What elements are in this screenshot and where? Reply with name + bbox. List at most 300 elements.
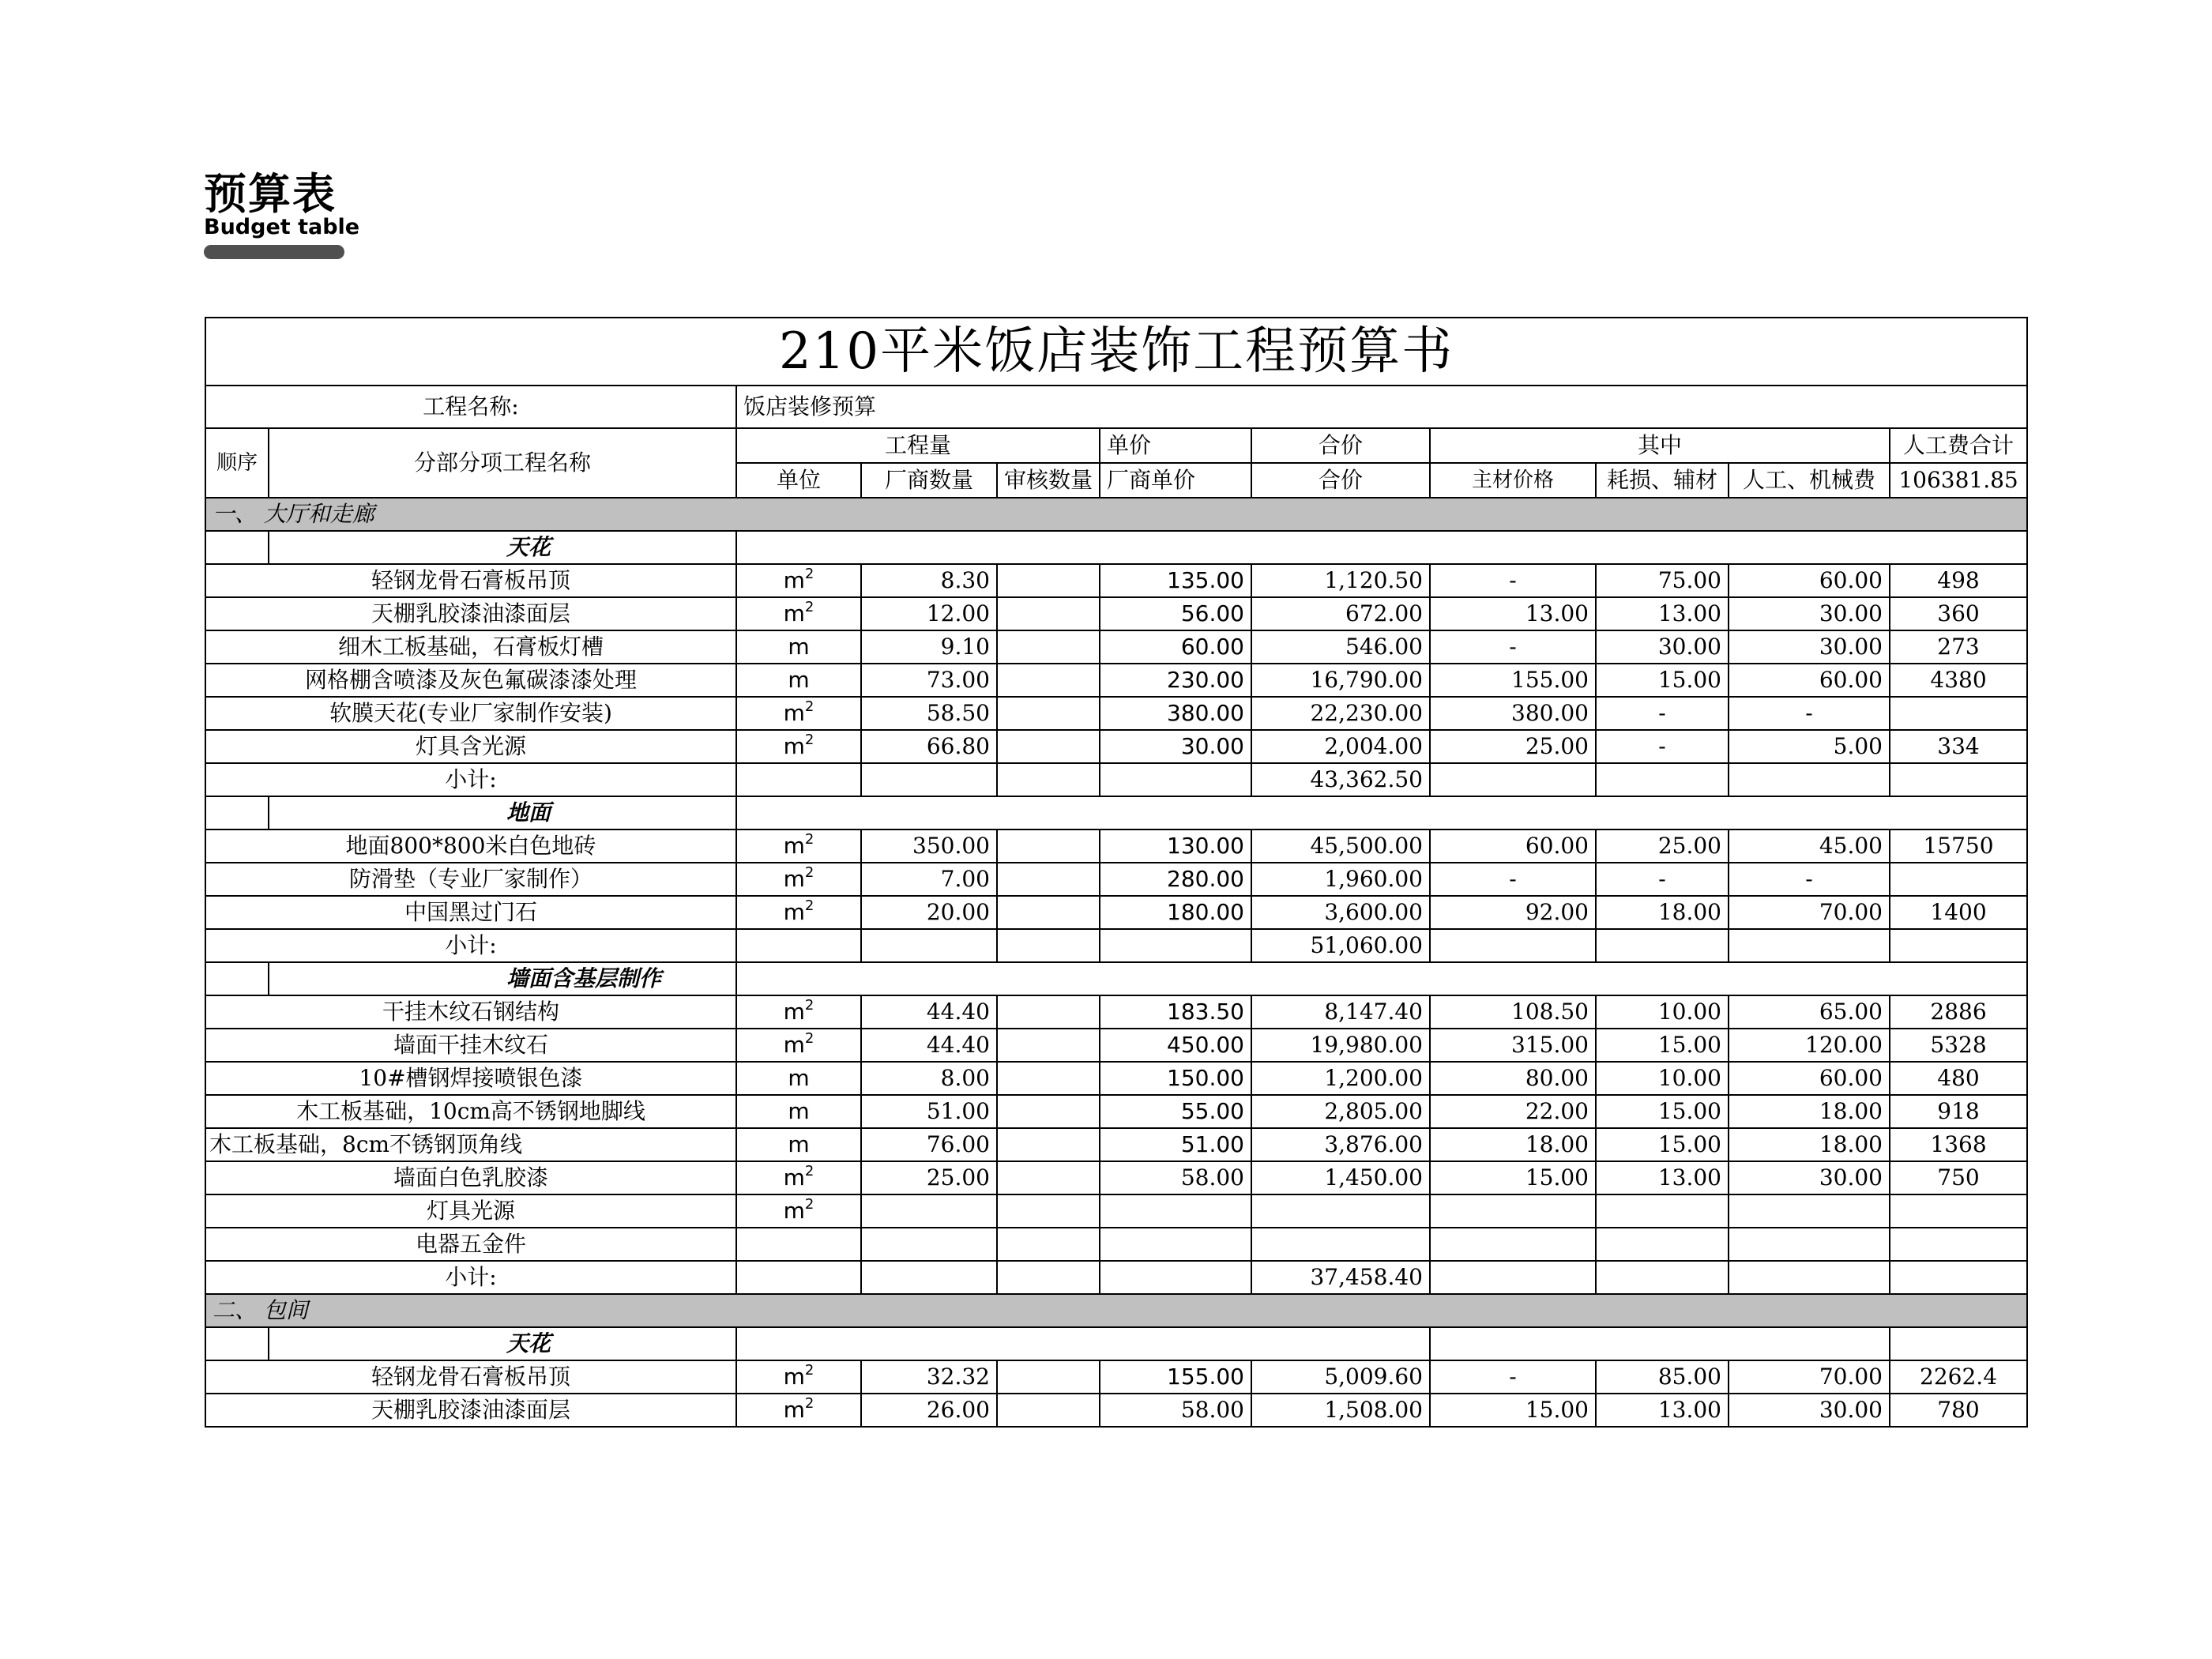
category-label: 天花 (269, 1327, 736, 1360)
item-loss-aux: 13.00 (1596, 1394, 1729, 1427)
header-breakdown-group: 其中 (1430, 428, 1890, 463)
project-row (205, 386, 2027, 428)
item-unit (736, 1228, 861, 1261)
subtotal-empty (1729, 763, 1890, 796)
item-main-material: - (1430, 630, 1596, 664)
item-audit-qty (997, 830, 1100, 863)
table-row (205, 664, 2027, 697)
item-vendor-qty: 7.00 (861, 863, 997, 896)
category-empty-cell (1890, 1327, 2027, 1360)
unit-superscript: 2 (804, 864, 814, 881)
subtotal-empty (1890, 929, 2027, 962)
item-labor-machine: 70.00 (1729, 896, 1890, 929)
item-vendor-price: 30.00 (1100, 730, 1251, 763)
item-loss-aux (1596, 1228, 1729, 1261)
item-unit (736, 1095, 861, 1128)
table-row (205, 896, 2027, 929)
item-unit (736, 830, 861, 863)
item-loss-aux: 85.00 (1596, 1360, 1729, 1394)
header-labor-machine: 人工、机械费 (1729, 463, 1890, 498)
item-total: 1,508.00 (1251, 1394, 1430, 1427)
unit-text: m (783, 899, 805, 925)
item-total: 3,600.00 (1251, 896, 1430, 929)
unit-superscript: 2 (804, 1395, 814, 1412)
item-name: 细木工板基础，石膏板灯槽 (205, 630, 736, 664)
unit-text: m (783, 833, 805, 859)
subtotal-empty (861, 929, 997, 962)
subtotal-empty (1596, 763, 1729, 796)
subtotal-empty (1890, 1261, 2027, 1294)
item-labor-machine: 120.00 (1729, 1029, 1890, 1062)
table-row (205, 1360, 2027, 1394)
item-labor-machine: 18.00 (1729, 1128, 1890, 1161)
item-total: 3,876.00 (1251, 1128, 1430, 1161)
item-vendor-qty: 8.00 (861, 1062, 997, 1095)
item-unit (736, 896, 861, 929)
item-name: 木工板基础，8cm不锈钢顶角线 (205, 1128, 736, 1161)
subtotal-label: 小计: (205, 1261, 736, 1294)
item-unit (736, 697, 861, 730)
item-labor-total: 1368 (1890, 1128, 2027, 1161)
item-unit (736, 564, 861, 597)
subtotal-label: 小计: (205, 763, 736, 796)
item-labor-machine: - (1729, 697, 1890, 730)
category-seq-cell (205, 1327, 269, 1360)
subtotal-row (205, 763, 2027, 796)
item-name: 轻钢龙骨石膏板吊顶 (205, 564, 736, 597)
subtotal-empty (736, 1261, 861, 1294)
table-row (205, 830, 2027, 863)
item-loss-aux: 75.00 (1596, 564, 1729, 597)
item-name: 10#槽钢焊接喷银色漆 (205, 1062, 736, 1095)
item-unit (736, 1128, 861, 1161)
item-audit-qty (997, 630, 1100, 664)
item-labor-total: 4380 (1890, 664, 2027, 697)
item-main-material: 80.00 (1430, 1062, 1596, 1095)
subtotal-empty (1596, 1261, 1729, 1294)
table-row (205, 1128, 2027, 1161)
unit-text: m (783, 733, 805, 759)
subtotal-label: 小计: (205, 929, 736, 962)
unit-superscript: 2 (804, 1030, 814, 1047)
item-audit-qty (997, 1062, 1100, 1095)
item-audit-qty (997, 1128, 1100, 1161)
unit-superscript: 2 (804, 1163, 814, 1179)
logo-title-en: Budget table (204, 215, 360, 239)
item-total: 22,230.00 (1251, 697, 1430, 730)
item-total: 672.00 (1251, 597, 1430, 630)
subtotal-value: 51,060.00 (1251, 929, 1430, 962)
item-audit-qty (997, 1394, 1100, 1427)
item-loss-aux: - (1596, 697, 1729, 730)
item-main-material: 315.00 (1430, 1029, 1596, 1062)
unit-text: m (783, 1164, 805, 1191)
item-vendor-price: 450.00 (1100, 1029, 1251, 1062)
table-row (205, 1228, 2027, 1261)
item-labor-machine: 30.00 (1729, 597, 1890, 630)
unit-superscript: 2 (804, 599, 814, 615)
item-main-material: 60.00 (1430, 830, 1596, 863)
item-vendor-price: 380.00 (1100, 697, 1251, 730)
header-unit: 单位 (736, 463, 861, 498)
item-vendor-price: 60.00 (1100, 630, 1251, 664)
item-vendor-price: 155.00 (1100, 1360, 1251, 1394)
category-seq-cell (205, 796, 269, 830)
item-name: 软膜天花(专业厂家制作安装) (205, 697, 736, 730)
header-loss-aux: 耗损、辅材 (1596, 463, 1729, 498)
item-vendor-qty: 20.00 (861, 896, 997, 929)
category-empty-cell (1430, 1327, 1890, 1360)
item-loss-aux: 25.00 (1596, 830, 1729, 863)
item-vendor-price: 230.00 (1100, 664, 1251, 697)
item-vendor-qty: 12.00 (861, 597, 997, 630)
item-vendor-qty: 51.00 (861, 1095, 997, 1128)
item-labor-total: 360 (1890, 597, 2027, 630)
item-unit (736, 730, 861, 763)
item-audit-qty (997, 1228, 1100, 1261)
item-vendor-qty: 66.80 (861, 730, 997, 763)
item-audit-qty (997, 1029, 1100, 1062)
unit-text: m (783, 567, 805, 593)
item-loss-aux: 30.00 (1596, 630, 1729, 664)
item-main-material (1430, 1194, 1596, 1228)
item-audit-qty (997, 995, 1100, 1029)
unit-superscript: 2 (804, 831, 814, 848)
item-vendor-qty (861, 1228, 997, 1261)
item-main-material: 92.00 (1430, 896, 1596, 929)
unit-text: m (788, 667, 810, 693)
category-label: 地面 (269, 796, 736, 830)
unit-text: m (783, 1397, 805, 1423)
item-labor-total: 2886 (1890, 995, 2027, 1029)
item-labor-machine: 30.00 (1729, 1161, 1890, 1194)
unit-text: m (783, 866, 805, 892)
table-row (205, 697, 2027, 730)
unit-text: m (783, 1198, 805, 1224)
subtotal-empty (1596, 929, 1729, 962)
item-total: 2,004.00 (1251, 730, 1430, 763)
header-vendor-qty: 厂商数量 (861, 463, 997, 498)
header-item-name: 分部分项工程名称 (269, 428, 736, 498)
table-row (205, 630, 2027, 664)
project-name-value: 饭店装修预算 (736, 386, 2027, 428)
logo (204, 169, 359, 259)
table-row (205, 564, 2027, 597)
item-vendor-qty: 9.10 (861, 630, 997, 664)
item-vendor-price (1100, 1228, 1251, 1261)
item-main-material: 15.00 (1430, 1394, 1596, 1427)
subtotal-value: 37,458.40 (1251, 1261, 1430, 1294)
header-unit-price-group: 单价 (1100, 428, 1251, 463)
item-audit-qty (997, 664, 1100, 697)
item-unit (736, 1194, 861, 1228)
category-seq-cell (205, 531, 269, 564)
subtotal-empty (736, 763, 861, 796)
header-audit-qty: 审核数量 (997, 463, 1100, 498)
item-loss-aux: 10.00 (1596, 995, 1729, 1029)
subtotal-row (205, 1261, 2027, 1294)
unit-text: m (783, 1032, 805, 1058)
item-name: 干挂木纹石钢结构 (205, 995, 736, 1029)
subtotal-empty (1100, 763, 1251, 796)
item-name: 木工板基础，10cm高不锈钢地脚线 (205, 1095, 736, 1128)
header-seq: 顺序 (205, 428, 269, 498)
unit-text: m (788, 634, 810, 660)
item-labor-total: 334 (1890, 730, 2027, 763)
item-main-material: - (1430, 863, 1596, 896)
item-total: 1,120.50 (1251, 564, 1430, 597)
item-vendor-price: 51.00 (1100, 1128, 1251, 1161)
unit-superscript: 2 (804, 1196, 814, 1213)
table-row (205, 1029, 2027, 1062)
category-label: 天花 (269, 531, 736, 564)
item-unit (736, 1394, 861, 1427)
item-labor-total: 918 (1890, 1095, 2027, 1128)
item-labor-machine: 65.00 (1729, 995, 1890, 1029)
item-labor-total: 5328 (1890, 1029, 2027, 1062)
table-row (205, 1194, 2027, 1228)
section-label: 一、 大厅和走廊 (205, 498, 2027, 531)
item-unit (736, 1029, 861, 1062)
item-unit (736, 630, 861, 664)
item-vendor-price: 56.00 (1100, 597, 1251, 630)
item-loss-aux: 13.00 (1596, 597, 1729, 630)
category-row (205, 531, 2027, 564)
item-labor-total: 273 (1890, 630, 2027, 664)
item-main-material: 25.00 (1430, 730, 1596, 763)
item-audit-qty (997, 597, 1100, 630)
item-loss-aux: 15.00 (1596, 664, 1729, 697)
item-audit-qty (997, 1360, 1100, 1394)
item-vendor-qty: 76.00 (861, 1128, 997, 1161)
item-unit (736, 664, 861, 697)
section-row (205, 1294, 2027, 1327)
unit-superscript: 2 (804, 566, 814, 582)
item-audit-qty (997, 863, 1100, 896)
item-labor-machine: - (1729, 863, 1890, 896)
subtotal-row (205, 929, 2027, 962)
header-labor-total-group: 人工费合计 (1890, 428, 2027, 463)
item-main-material: 380.00 (1430, 697, 1596, 730)
subtotal-empty (861, 763, 997, 796)
item-vendor-price: 180.00 (1100, 896, 1251, 929)
item-total: 16,790.00 (1251, 664, 1430, 697)
category-row (205, 962, 2027, 995)
item-loss-aux: 15.00 (1596, 1128, 1729, 1161)
unit-text: m (783, 600, 805, 626)
item-unit (736, 1360, 861, 1394)
table-row (205, 1062, 2027, 1095)
item-labor-machine: 5.00 (1729, 730, 1890, 763)
item-labor-machine: 60.00 (1729, 1062, 1890, 1095)
item-main-material: 22.00 (1430, 1095, 1596, 1128)
item-vendor-qty: 25.00 (861, 1161, 997, 1194)
subtotal-empty (997, 1261, 1100, 1294)
item-labor-machine: 60.00 (1729, 564, 1890, 597)
item-name: 网格棚含喷漆及灰色氟碳漆漆处理 (205, 664, 736, 697)
subtotal-empty (736, 929, 861, 962)
table-row (205, 1394, 2027, 1427)
item-main-material: - (1430, 1360, 1596, 1394)
item-name: 防滑垫（专业厂家制作） (205, 863, 736, 896)
subtotal-empty (861, 1261, 997, 1294)
item-labor-total: 2262.4 (1890, 1360, 2027, 1394)
item-vendor-price: 58.00 (1100, 1161, 1251, 1194)
item-total: 45,500.00 (1251, 830, 1430, 863)
item-loss-aux: 15.00 (1596, 1095, 1729, 1128)
title-row (205, 318, 2027, 386)
item-audit-qty (997, 1095, 1100, 1128)
unit-superscript: 2 (804, 997, 814, 1014)
item-labor-machine: 30.00 (1729, 1394, 1890, 1427)
unit-superscript: 2 (804, 1362, 814, 1379)
budget-table (205, 317, 2028, 1428)
subtotal-value: 43,362.50 (1251, 763, 1430, 796)
item-vendor-qty: 44.40 (861, 995, 997, 1029)
item-labor-total (1890, 697, 2027, 730)
item-vendor-qty: 32.32 (861, 1360, 997, 1394)
item-labor-total: 780 (1890, 1394, 2027, 1427)
item-total: 8,147.40 (1251, 995, 1430, 1029)
header-main-material: 主材价格 (1430, 463, 1596, 498)
category-empty-cell (736, 531, 2027, 564)
item-name: 墙面白色乳胶漆 (205, 1161, 736, 1194)
item-total: 1,450.00 (1251, 1161, 1430, 1194)
table-row (205, 995, 2027, 1029)
unit-superscript: 2 (804, 897, 814, 914)
subtotal-empty (1729, 929, 1890, 962)
item-name: 中国黑过门石 (205, 896, 736, 929)
item-audit-qty (997, 896, 1100, 929)
unit-text: m (788, 1065, 810, 1091)
item-loss-aux: 10.00 (1596, 1062, 1729, 1095)
section-label: 二、 包间 (205, 1294, 2027, 1327)
item-total: 19,980.00 (1251, 1029, 1430, 1062)
item-name: 墙面干挂木纹石 (205, 1029, 736, 1062)
item-vendor-price: 130.00 (1100, 830, 1251, 863)
unit-text: m (783, 999, 805, 1025)
subtotal-empty (1430, 929, 1596, 962)
item-vendor-qty: 58.50 (861, 697, 997, 730)
subtotal-empty (1100, 929, 1251, 962)
item-labor-machine: 30.00 (1729, 630, 1890, 664)
item-main-material: 155.00 (1430, 664, 1596, 697)
section-row (205, 498, 2027, 531)
item-total: 1,200.00 (1251, 1062, 1430, 1095)
category-empty-cell (736, 796, 2027, 830)
item-main-material: - (1430, 564, 1596, 597)
item-main-material: 15.00 (1430, 1161, 1596, 1194)
item-total (1251, 1228, 1430, 1261)
project-name-label: 工程名称: (205, 386, 736, 428)
item-vendor-price: 135.00 (1100, 564, 1251, 597)
item-vendor-price: 150.00 (1100, 1062, 1251, 1095)
item-vendor-price (1100, 1194, 1251, 1228)
unit-text: m (783, 700, 805, 726)
item-labor-total: 750 (1890, 1161, 2027, 1194)
item-total: 1,960.00 (1251, 863, 1430, 896)
item-name: 灯具含光源 (205, 730, 736, 763)
item-name: 地面800*800米白色地砖 (205, 830, 736, 863)
table-row (205, 863, 2027, 896)
table-row (205, 597, 2027, 630)
item-main-material: 13.00 (1430, 597, 1596, 630)
item-labor-machine: 18.00 (1729, 1095, 1890, 1128)
unit-text: m (783, 1364, 805, 1390)
table-row (205, 730, 2027, 763)
item-vendor-price: 183.50 (1100, 995, 1251, 1029)
item-unit (736, 863, 861, 896)
item-name: 天棚乳胶漆油漆面层 (205, 1394, 736, 1427)
item-vendor-qty: 73.00 (861, 664, 997, 697)
subtotal-empty (1430, 763, 1596, 796)
item-total: 2,805.00 (1251, 1095, 1430, 1128)
item-unit (736, 1062, 861, 1095)
item-unit (736, 597, 861, 630)
item-labor-machine: 70.00 (1729, 1360, 1890, 1394)
category-seq-cell (205, 962, 269, 995)
item-name: 轻钢龙骨石膏板吊顶 (205, 1360, 736, 1394)
item-main-material: 18.00 (1430, 1128, 1596, 1161)
item-labor-machine: 45.00 (1729, 830, 1890, 863)
item-loss-aux: 15.00 (1596, 1029, 1729, 1062)
item-labor-total: 1400 (1890, 896, 2027, 929)
item-name: 电器五金件 (205, 1228, 736, 1261)
logo-title-cn: 预算表 (204, 169, 337, 219)
item-loss-aux: 18.00 (1596, 896, 1729, 929)
item-labor-total: 498 (1890, 564, 2027, 597)
item-vendor-qty: 8.30 (861, 564, 997, 597)
category-empty-cell (736, 962, 2027, 995)
header-row-1 (205, 428, 2027, 463)
subtotal-empty (1100, 1261, 1251, 1294)
header-total: 合价 (1251, 463, 1430, 498)
header-vendor-price: 厂商单价 (1100, 463, 1251, 498)
item-unit (736, 1161, 861, 1194)
category-row (205, 796, 2027, 830)
item-labor-total (1890, 1194, 2027, 1228)
item-vendor-price: 55.00 (1100, 1095, 1251, 1128)
item-labor-total (1890, 863, 2027, 896)
item-audit-qty (997, 697, 1100, 730)
item-labor-total: 15750 (1890, 830, 2027, 863)
item-total: 546.00 (1251, 630, 1430, 664)
item-vendor-qty: 350.00 (861, 830, 997, 863)
item-labor-machine (1729, 1194, 1890, 1228)
item-labor-machine (1729, 1228, 1890, 1261)
item-main-material: 108.50 (1430, 995, 1596, 1029)
item-vendor-qty: 44.40 (861, 1029, 997, 1062)
item-main-material (1430, 1228, 1596, 1261)
item-audit-qty (997, 730, 1100, 763)
unit-superscript: 2 (804, 732, 814, 748)
unit-text: m (788, 1098, 810, 1124)
item-vendor-qty: 26.00 (861, 1394, 997, 1427)
item-labor-total (1890, 1228, 2027, 1261)
item-vendor-qty (861, 1194, 997, 1228)
header-labor-total-value: 106381.85 (1890, 463, 2027, 498)
subtotal-empty (1729, 1261, 1890, 1294)
logo-underline-bar (204, 245, 344, 259)
item-labor-machine: 60.00 (1729, 664, 1890, 697)
subtotal-empty (997, 763, 1100, 796)
item-audit-qty (997, 1161, 1100, 1194)
category-row (205, 1327, 2027, 1360)
table-row (205, 1161, 2027, 1194)
header-total-group: 合价 (1251, 428, 1430, 463)
category-label: 墙面含基层制作 (269, 962, 736, 995)
item-total (1251, 1194, 1430, 1228)
